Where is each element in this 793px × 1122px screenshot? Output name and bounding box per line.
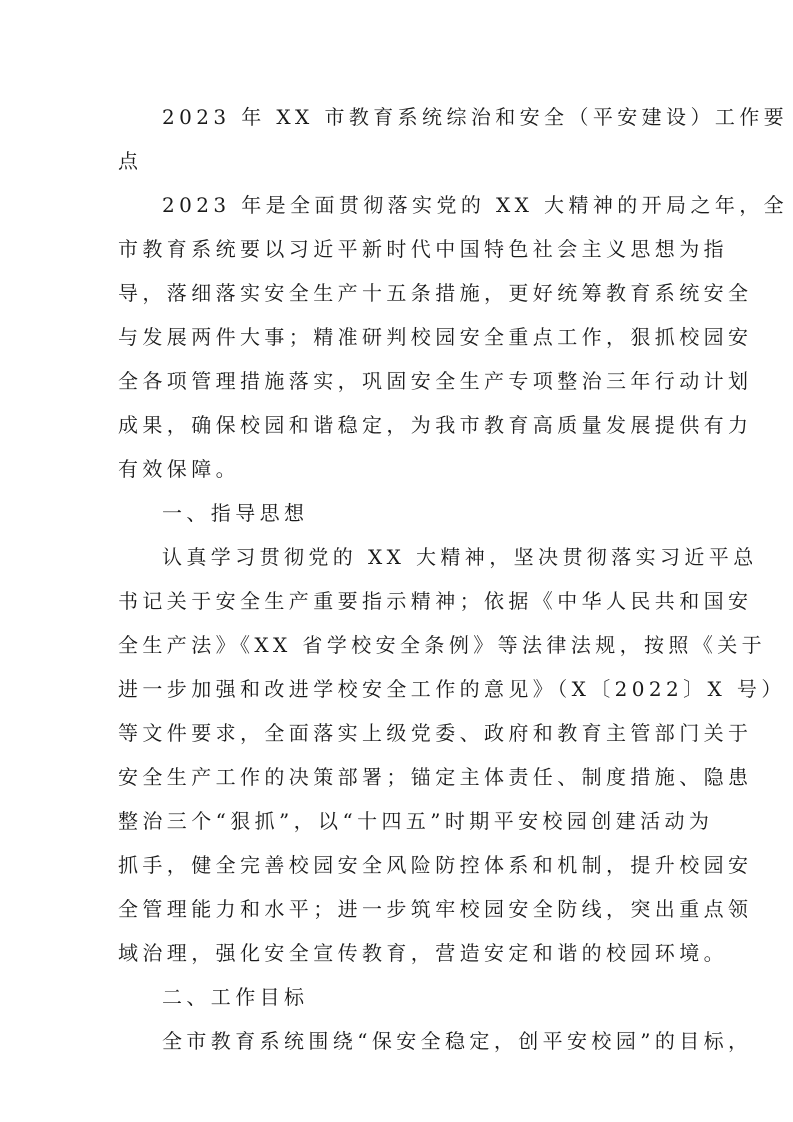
title-line-2: 点	[118, 149, 143, 173]
paragraph-line: 全管理能力和水平；进一步筑牢校园安全防线，突出重点领	[118, 897, 753, 921]
paragraph-line: 书记关于安全生产重要指示精神；依据《中华人民共和国安	[118, 589, 753, 613]
paragraph-line: 进一步加强和改进学校安全工作的意见》（X〔2022〕X 号）	[118, 677, 786, 701]
paragraph-line: 全各项管理措施落实，巩固安全生产专项整治三年行动计划	[118, 369, 753, 393]
paragraph-line: 2023 年是全面贯彻落实党的 XX 大精神的开局之年，全	[162, 193, 789, 217]
paragraph-line: 导，落细落实安全生产十五条措施，更好统筹教育系统安全	[118, 281, 753, 305]
paragraph-line: 抓手，健全完善校园安全风险防控体系和机制，提升校园安	[118, 853, 753, 877]
paragraph-line: 整治三个“狠抓”，以“十四五”时期平安校园创建活动为	[118, 809, 714, 833]
paragraph-line: 域治理，强化安全宣传教育，营造安定和谐的校园环境。	[118, 941, 728, 965]
paragraph-line: 安全生产工作的决策部署；锚定主体责任、制度措施、隐患	[118, 765, 753, 789]
paragraph-line: 全市教育系统围绕“保安全稳定，创平安校园”的目标，	[162, 1029, 753, 1053]
title-line-1: 2023 年 XX 市教育系统综治和安全（平安建设）工作要	[162, 105, 789, 129]
section-heading-1: 一、指导思想	[162, 501, 309, 525]
paragraph-line: 全生产法》《XX 省学校安全条例》等法律法规，按照《关于	[118, 633, 767, 657]
paragraph-line: 有效保障。	[118, 457, 240, 481]
section-heading-2: 二、工作目标	[162, 985, 309, 1009]
paragraph-line: 等文件要求，全面落实上级党委、政府和教育主管部门关于	[118, 721, 753, 745]
paragraph-line: 市教育系统要以习近平新时代中国特色社会主义思想为指	[118, 237, 728, 261]
paragraph-line: 认真学习贯彻党的 XX 大精神，坚决贯彻落实习近平总	[162, 545, 758, 569]
paragraph-line: 与发展两件大事；精准研判校园安全重点工作，狠抓校园安	[118, 325, 753, 349]
paragraph-line: 成果，确保校园和谐稳定，为我市教育高质量发展提供有力	[118, 413, 753, 437]
